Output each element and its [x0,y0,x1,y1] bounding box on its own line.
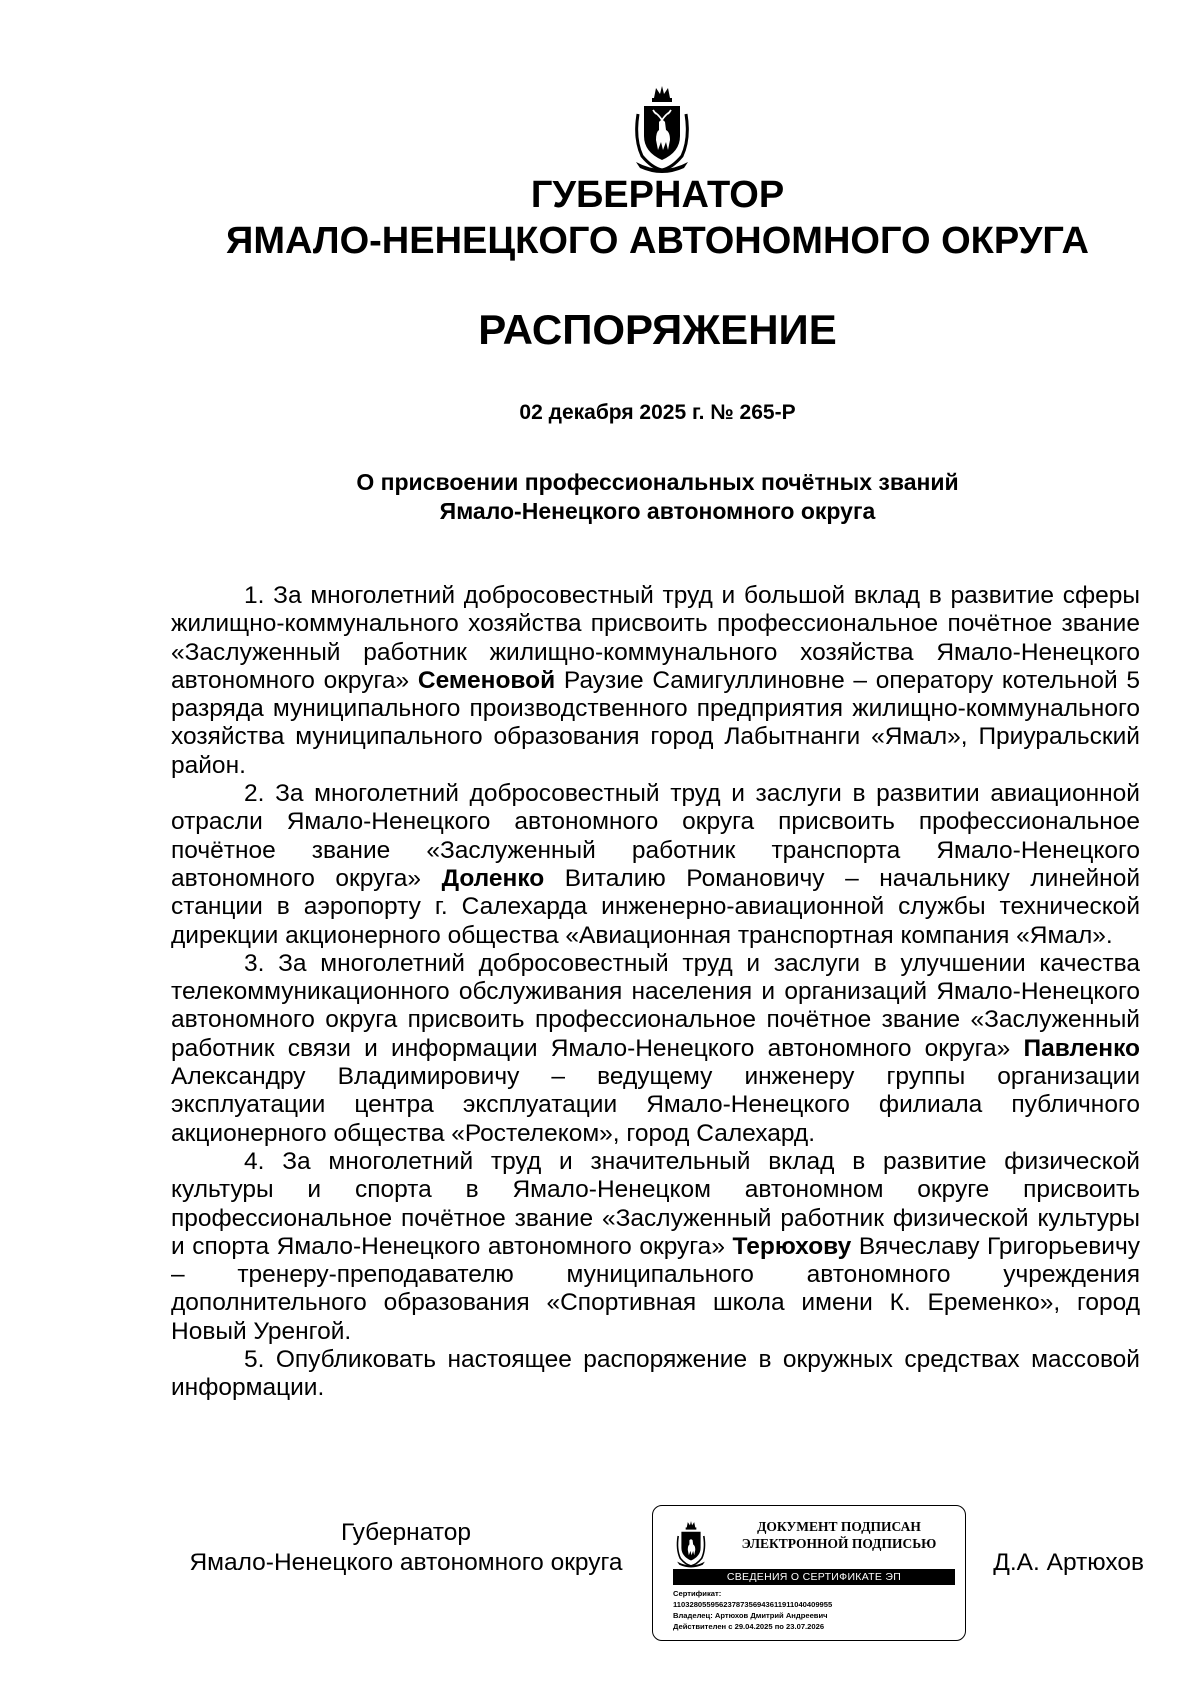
clause-text: Раузие Самигуллиновне – оператору котельной 5 разряда муниципального производственного предприятия жилищно-коммунального хозяйства муниципального образования город Лабытнанги «Ямал», Приуральский район. [171,666,1140,779]
stamp-certificate-bar: СВЕДЕНИЯ О СЕРТИФИКАТЕ ЭП [673,1569,955,1585]
stamp-header-line-1: ДОКУМЕНТ ПОДПИСАН [757,1519,921,1534]
signatory-position-line-2: Ямало-Ненецкого автономного округа [189,1549,623,1576]
stamp-header-line-2: ЭЛЕКТРОННОЙ ПОДПИСЬЮ [741,1536,937,1551]
signatory-position [171,1518,641,1578]
issuer-title-line-1: ГУБЕРНАТОР [530,174,785,216]
clause-text: Александру Владимировичу – ведущему инженеру группы организации эксплуатации центра эксплуатации Ямало-Ненецкого филиала публичного акционерного общества «Ростелеком», город Салехард. [171,1063,1140,1147]
document-subject [120,468,1195,526]
issuer-title-line-2: ЯМАЛО-НЕНЕЦКОГО АВТОНОМНОГО ОКРУГА [226,220,1089,262]
coat-of-arms-icon [675,1520,707,1568]
stamp-header [719,1518,959,1552]
document-type: РАСПОРЯЖЕНИЕ [478,306,837,353]
subject-line-1: О присвоении профессиональных почётных званий [356,469,959,495]
clause-text: 3. За многолетний добросовестный труд и заслуги в улучшении качества телекоммуникационного обслуживания населения и организаций Ямало-Ненецкого автономного округа присвоить профессиональное почётное звание «Заслуженный работник связи и информации Ямало-Ненецкого автономного округа» [171,949,1140,1062]
signatory-name: Д.А. Артюхов [993,1549,1144,1576]
clause-1 [171,582,1140,780]
awardee-surname: Терюхову [732,1232,852,1260]
clause-text: Виталию Романовичу – начальнику линейной станции в аэропорту г. Салехарда инженерно-авиационной службы технической дирекции акционерного общества «Авиационная транспортная компания «Ямал». [171,864,1141,949]
awardee-surname: Павленко [1023,1034,1140,1062]
clause-text: 1. За многолетний добросовестный труд и большой вклад в развитие сферы жилищно-коммунального хозяйства присвоить профессиональное почётное звание «Заслуженный работник жилищно-коммунального хозяйства Ямало-Ненецкого автономного округа» [171,582,1140,694]
certificate-owner: Владелец: Артюхов Дмитрий Андреевич [673,1611,828,1620]
clause-text: 4. За многолетний труд и значительный вклад в развитие физической культуры и спорта в Ямало-Ненецком автономном округе присвоить профессиональное почётное звание «Заслуженный работник физической культуры и спорта Ямало-Ненецкого автономного округа» [171,1147,1140,1260]
signatory-position-line-1: Губернатор [341,1519,471,1546]
awardee-surname: Доленко [441,864,545,892]
certificate-validity: Действителен с 29.04.2025 по 23.07.2026 [673,1622,825,1631]
clause-5 [171,1346,1140,1403]
document-body [171,582,1140,1403]
clause-4 [171,1148,1140,1346]
clause-text: 5. Опубликовать настоящее распоряжение в окружных средствах массовой информации. [171,1346,1140,1402]
certificate-number: 11032805595623787356943611911040409955 [673,1600,833,1609]
stamp-certificate-details [673,1588,961,1632]
clause-text: Вячеславу Григорьевичу – тренеру-преподавателю муниципального автономного учреждения дополнительного образования «Спортивная школа имени К. Еременко», город Новый Уренгой. [171,1232,1140,1345]
awardee-surname: Семеновой [417,666,556,694]
document-date-number: 02 декабря 2025 г. № 265-Р [519,401,796,424]
certificate-label: Сертификат: [673,1589,722,1598]
coat-of-arms-icon [632,84,692,174]
subject-line-2: Ямало-Ненецкого автономного округа [439,498,876,524]
issuer-title [120,172,1195,264]
electronic-signature-stamp [652,1505,966,1641]
clause-text: 2. За многолетний добросовестный труд и заслуги в развитии авиационной отрасли Ямало-Ненецкого автономного округа присвоить профессиональное почётное звание «Заслуженный работник транспорта Ямало-Ненецкого автономного округа» [171,780,1140,892]
clause-2 [171,780,1140,950]
clause-3 [171,950,1140,1148]
